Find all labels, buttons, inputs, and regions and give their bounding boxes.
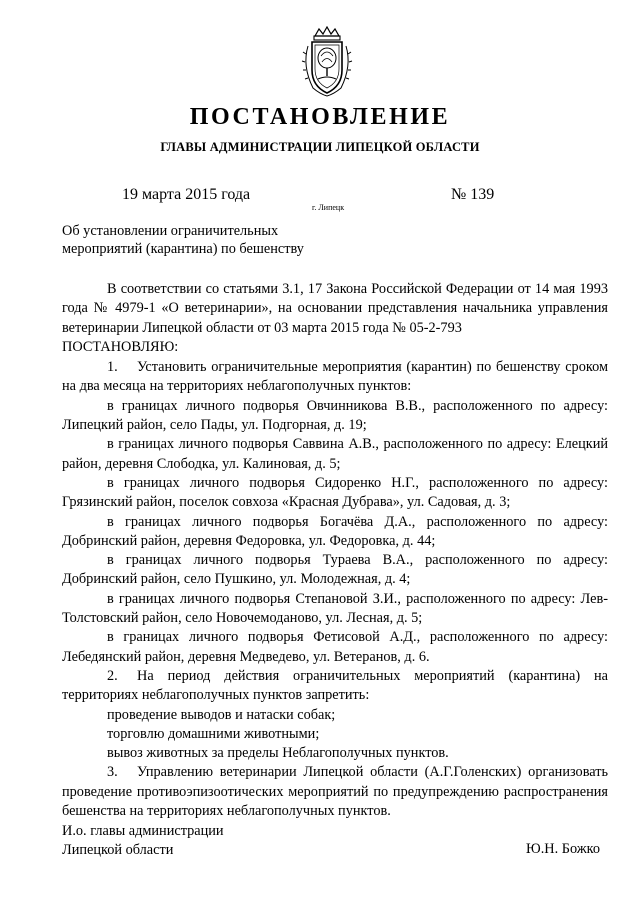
item-number: 2. [107,667,118,684]
item-text: На период действия ограничительных мероприятий (карантина) на территориях неблагополучных пунктов запретить: [62,667,608,704]
list-item: вывоз животных за пределы Неблагополучных пунктов. [107,745,449,762]
list-item: в границах личного подворья Степановой З.И., расположенного по адресу: Лев-Толстовский район, село Новочемоданово, ул. Лесная, д. 5; [62,590,608,627]
signatory-name: Ю.Н. Божко [526,841,600,857]
preamble: В соответствии со статьями 3.1, 17 Закона Российской Федерации от 14 мая 1993 года № 4979-1 «О ветеринарии», на основании представления начальника управления ветеринарии Липецкой области от 03 марта 2015 года № 05-2-793 [62,281,608,336]
lipetsk-coat-of-arms-icon [295,26,359,98]
signatory-position [62,822,224,859]
item-text: Управлению ветеринарии Липецкой области (А.Г.Голенских) организовать проведение противоэпизоотических мероприятий по предупреждению распространения бешенства на территориях неблагополучных пунктов. [62,764,608,820]
document-subtitle: ГЛАВЫ АДМИНИСТРАЦИИ ЛИПЕЦКОЙ ОБЛАСТИ [160,140,480,154]
document-body [62,280,608,821]
list-item: в границах личного подворья Овчинникова В.В., расположенного по адресу: Липецкий район, село Пады, ул. Подгорная, д. 19; [62,397,608,434]
list-item: проведение выводов и натаски собак; [107,706,336,723]
list-item: торговлю домашними животными; [107,725,320,742]
document-date: 19 марта 2015 года [122,186,251,203]
list-item: в границах личного подворья Тураева В.А., расположенного по адресу: Добринский район, село Пушкино, ул. Молодежная, д. 4; [62,552,608,588]
subject-line: мероприятий (карантина) по бешенству [62,241,304,257]
list-item: в границах личного подворья Фетисовой А.Д., расположенного по адресу: Лебедянский район, деревня Медведево, ул. Ветеранов, д. 6. [62,629,608,665]
item-number: 3. [107,764,118,781]
document-city: г. Липецк [312,203,345,212]
decree-word: ПОСТАНОВЛЯЮ: [62,338,179,355]
item-2 [62,667,608,706]
item-3 [62,763,608,821]
subject-line: Об установлении ограничительных [62,223,279,239]
document-number: № 139 [451,186,495,203]
item-text: Установить ограничительные мероприятия (карантин) по бешенству сроком на два месяца на территориях неблагополучных пунктов: [62,359,608,395]
item-1 [62,358,608,397]
list-item: в границах личного подворья Саввина А.В., расположенного по адресу: Елецкий район, деревня Слободка, ул. Калиновая, д. 5; [62,436,608,472]
list-item: в границах личного подворья Сидоренко Н.Г., расположенного по адресу: Грязинский район, поселок совхоза «Красная Дубрава», ул. Садовая, д. 3; [62,474,608,511]
document-subject [62,222,362,258]
signatory-position-line: И.о. главы администрации [62,823,224,839]
item-number: 1. [107,359,118,376]
signatory-position-line: Липецкой области [62,841,174,858]
document-title: ПОСТАНОВЛЕНИЕ [189,104,451,130]
list-item: в границах личного подворья Богачёва Д.А., расположенного по адресу: Добринский район, деревня Федоровка, ул. Федоровка, д. 44; [62,513,608,549]
